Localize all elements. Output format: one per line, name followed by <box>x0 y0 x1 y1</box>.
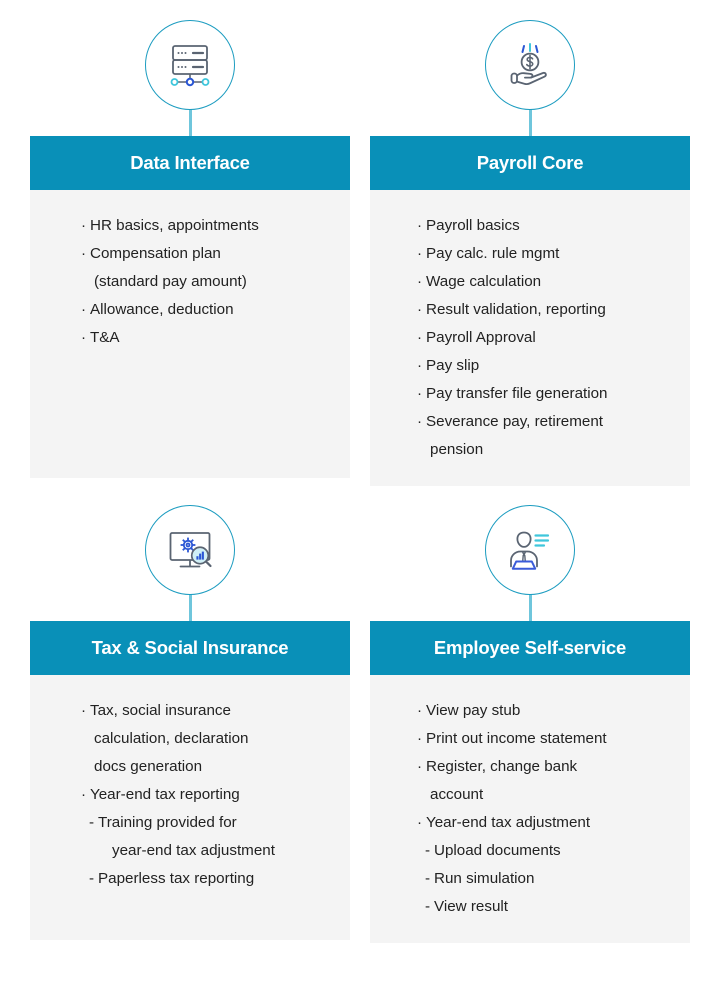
card-body-wrapper <box>30 136 350 478</box>
card-data-interface[interactable] <box>30 20 350 478</box>
list-item: · Year-end tax reporting <box>90 781 336 809</box>
list-item: year-end tax adjustment <box>112 842 275 859</box>
list-item: · Result validation, reporting <box>426 296 676 324</box>
card-payroll-core[interactable] <box>370 20 690 486</box>
list-item: account <box>430 786 484 803</box>
list-item: (standard pay amount) <box>94 273 247 290</box>
list-item: - Paperless tax reporting <box>90 865 336 893</box>
monitor-gear-search-icon <box>145 505 235 595</box>
card-title: Tax & Social Insurance <box>91 636 289 658</box>
list-item: · Register, change bank <box>426 753 676 781</box>
card-body-wrapper <box>370 136 690 486</box>
list-item: - Run simulation <box>426 865 676 893</box>
list-item: · Payroll Approval <box>426 324 676 352</box>
list-item: · Year-end tax adjustment <box>426 809 676 837</box>
card-body-wrapper <box>30 621 350 940</box>
card-body-wrapper <box>370 621 690 943</box>
card-feature-list <box>30 675 350 940</box>
card-feature-list <box>30 190 350 478</box>
list-item: calculation, declaration <box>94 730 249 747</box>
list-item: · T&A <box>90 324 336 352</box>
list-item: · Pay calc. rule mgmt <box>426 240 676 268</box>
connector-stem <box>529 593 532 621</box>
card-header <box>370 136 690 190</box>
list-item: - View result <box>426 893 676 921</box>
list-item: · Pay transfer file generation <box>426 380 676 408</box>
list-item: pension <box>430 441 484 458</box>
card-title: Employee Self-service <box>433 636 627 658</box>
list-item: · View pay stub <box>426 697 676 725</box>
card-title: Data Interface <box>130 151 250 173</box>
person-desk-icon <box>485 505 575 595</box>
list-item: · Tax, social insurance <box>90 697 336 725</box>
card-feature-list <box>370 675 690 943</box>
connector-stem <box>189 108 192 136</box>
feature-list <box>30 212 350 352</box>
card-tax-social-insurance[interactable] <box>30 505 350 940</box>
card-header <box>30 136 350 190</box>
feature-list <box>370 212 690 464</box>
list-item: · HR basics, appointments <box>90 212 336 240</box>
list-item: · Severance pay, retirement <box>426 408 676 436</box>
list-item: · Compensation plan <box>90 240 336 268</box>
list-item: · Allowance, deduction <box>90 296 336 324</box>
card-header <box>370 621 690 675</box>
feature-list <box>370 697 690 921</box>
card-header <box>30 621 350 675</box>
connector-stem <box>529 108 532 136</box>
list-item: · Pay slip <box>426 352 676 380</box>
server-network-icon <box>145 20 235 110</box>
list-item: · Wage calculation <box>426 268 676 296</box>
list-item: - Training provided for <box>90 809 336 837</box>
connector-stem <box>189 593 192 621</box>
feature-list <box>30 697 350 893</box>
list-item: · Print out income statement <box>426 725 676 753</box>
card-employee-self-service[interactable] <box>370 505 690 943</box>
card-feature-list <box>370 190 690 486</box>
list-item: - Upload documents <box>426 837 676 865</box>
list-item: docs generation <box>94 758 203 775</box>
list-item: · Payroll basics <box>426 212 676 240</box>
hand-holding-money-icon <box>485 20 575 110</box>
card-title: Payroll Core <box>476 151 584 173</box>
